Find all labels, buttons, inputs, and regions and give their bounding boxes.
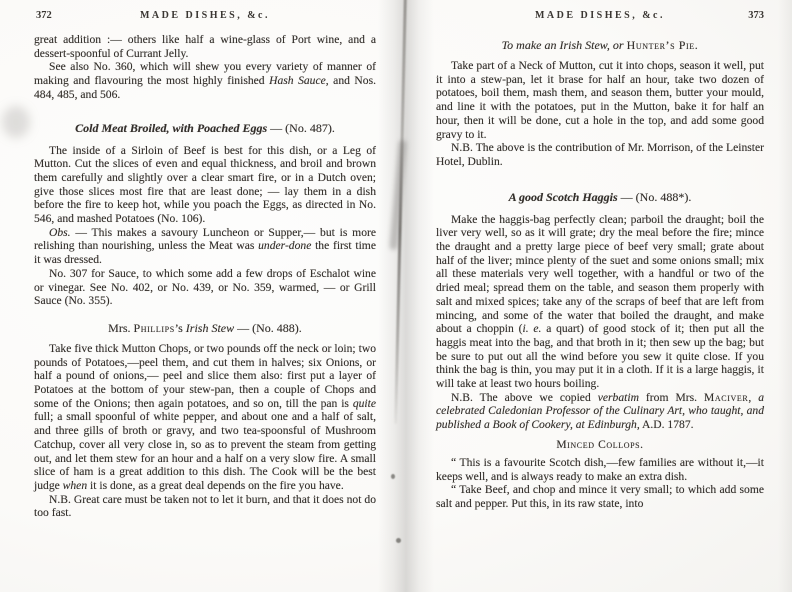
paragraph-neck-mutton: Take part of a Neck of Mutton, cut it into chops, season it well, put it into a stew-pan, let it brase for half an hour, take two dozen of potatoes, boil them, mash them, and season them, butter your mould, and line it with the potatoes, put in the Mutton, bake it for half an hour, then it will be done, cut a hole in the top, and add some good gravy to it.	[436, 59, 764, 141]
heading-minced-collops: Minced Collops.	[556, 438, 644, 451]
paragraph-continuation: great addition :— others like half a wine-glass of Port wine, and a dessert-spoonful of Currant Jelly.	[34, 33, 376, 60]
gutter-crease-line	[394, 0, 407, 424]
paragraph-see-also: See also No. 360, which will shew you every variety of manner of making and flavouring the most highly finished Hash Sauce, and Nos. 484, 485, and 506.	[34, 60, 377, 101]
heading-scotch-haggis: A good Scotch Haggis — (No. 488*).	[508, 189, 692, 204]
paragraph-nb-morrison: N.B. The above is the contribution of Mr. Morrison, of the Leinster Hotel, Dublin.	[436, 141, 764, 168]
page-number-right: 373	[748, 10, 764, 21]
heading-hunters-pie: To make an Irish Stew, or Hunter’s Pie.	[501, 38, 699, 52]
page-number-left: 372	[36, 10, 52, 21]
paragraph-haggis: Make the haggis-bag perfectly clean; parboil the draught; boil the liver very well, so as it will grate; dry the meal before the fire; mince the draught and a pretty large piece of beef very small; grate about half of the liver; mince plenty of the suet and some onions small; mix all these materials very well together, with a handful or two of the dried meal; spread them on the table, and season them properly with salt and mixed spices; take any of the scraps of beef that are left from mincing, and some of the water that boiled the draught, and make about a choppin (i. e. a quart) of good stock of it; then put all the haggis meat into the bag, and that broth in it; then sew up the bag; but be sure to put out all the wind before you sew it quite close. If you think the bag is thin, you may put it in a cloth. If it is a large haggis, it will take at least two hours boiling.	[436, 212, 765, 391]
running-head-right: MADE DISHES, &c.	[534, 10, 665, 21]
page-left	[0, 0, 392, 592]
page-right-header	[436, 10, 764, 26]
page-right	[414, 0, 792, 592]
paragraph-take-beef: “ Take Beef, and chop and mince it very small; to which add some salt and pepper. Put this, in its raw state, into	[436, 483, 764, 510]
paragraph-obs: Obs. — This makes a savoury Luncheon or Supper,— but is more relishing than nourishing, unless the Meat was under-done the first time it was dressed.	[34, 225, 376, 267]
paragraph-sauce: No. 307 for Sauce, to which some add a few drops of Eschalot wine or vinegar. See No. 402, or No. 439, or No. 359, warmed, — or Grill Sauce (No. 355).	[34, 266, 376, 308]
page-left-body	[34, 33, 376, 520]
paragraph-take-five: Take five thick Mutton Chops, or two pounds off the neck or loin; two pounds of Potatoes,—peel them, and cut them in halves; six Onions, or half a pound of onions,— peel and slice them also: first put a layer of Potatoes at the bottom of your stew-pan, then a couple of Chops and some of the Onions; then again potatoes, and so on, till the pan is quite full; a small spoonful of white pepper, and about one and a half of salt, and three gills of broth or gravy, and two tea-spoonsful of Mushroom Catchup, cover all very close in, so as to prevent the steam from getting out, and let them stew for an hour and a half on a very slow fire. A small slice of ham is a great addition to this dish. The Cook will be the best judge when it is done, as a great deal depends on the fire you have.	[34, 341, 376, 492]
page-right-body	[436, 38, 764, 511]
heading-mrs-phillips-irish-stew: Mrs. Phillips’s Irish Stew — (No. 488).	[108, 320, 302, 335]
paragraph-sirloin: The inside of a Sirloin of Beef is best for this dish, or a Leg of Mutton. Cut the slices of even and equal thickness, and broil and brown them carefully and slightly over a clear smart fire, or in a Dutch oven; give those slices most fire that are least done; — lay them in a dish before the fire to keep hot, while you poach the Eggs, as directed in No. 546, and mashed Potatoes (No. 106).	[34, 143, 376, 226]
running-head-left: MADE DISHES, &c.	[139, 10, 270, 21]
page-left-header	[34, 10, 376, 26]
heading-cold-meat-broiled: Cold Meat Broiled, with Poached Eggs — (No. 487).	[75, 120, 335, 135]
paragraph-scotch-dish: “ This is a favourite Scotch dish,—few families are without it,—it keeps well, and is always ready to make an extra dish.	[436, 455, 764, 483]
paragraph-nb-maciver: N.B. The above we copied verbatim from Mrs. Maciver, a celebrated Caledonian Professor of the Culinary Art, who taught, and published a Book of Cookery, at Edinburgh, A.D. 1787.	[436, 390, 764, 432]
scan-speck	[396, 538, 401, 543]
paragraph-nb-care: N.B. Great care must be taken not to let it burn, and that it does not do too fast.	[34, 492, 376, 520]
